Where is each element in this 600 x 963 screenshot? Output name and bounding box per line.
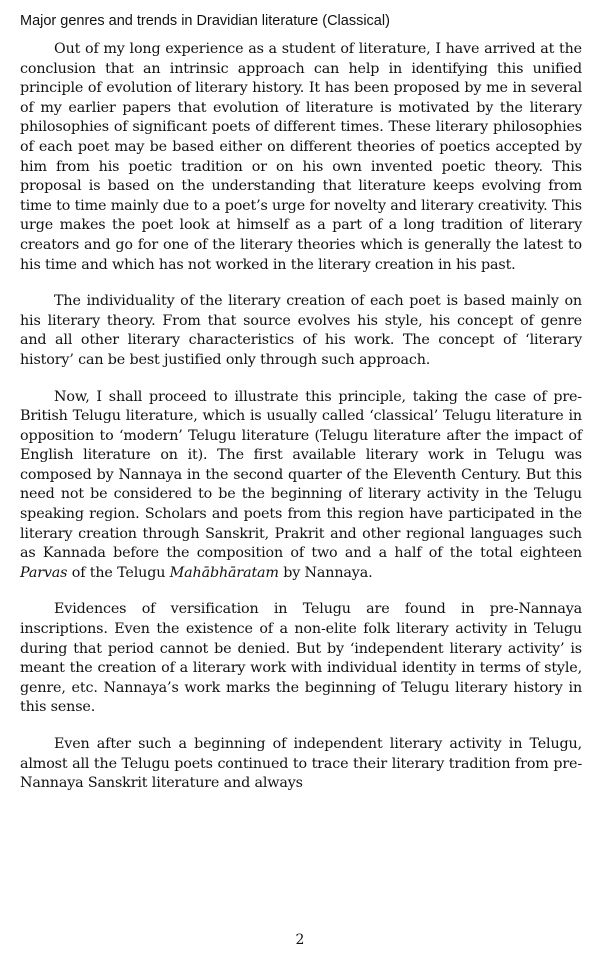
paragraph-text-segment: Now, I shall proceed to illustrate this principle, taking the case of pre-British Telugu literature, which is usually called ‘classical’ Telugu literature in opposition to ‘modern’ Telugu literature (Telugu literature after the impact of English literature on it). The first available literary work in Telugu was composed by Nannaya in the second quarter of the Eleventh Century. But this need not be considered to be the beginning of literary activity in the Telugu speaking region. Scholars and poets from this region have participated in the literary creation through Sanskrit, Prakrit and other regional languages such as Kannada before the composition of two and a half of the total eighteen [20, 388, 582, 562]
paragraph-independent-activity: Even after such a beginning of independent literary activity in Telugu, almost all the Telugu poets continued to trace their literary tradition from pre-Nannaya Sanskrit literature and always [20, 736, 582, 792]
paragraph-telugu-literature [20, 388, 582, 584]
paragraph-individuality: The individuality of the literary creation of each poet is based mainly on his literary theory. From that source evolves his style, his concept of genre and all other literary characteristics of his work. The concept of ‘literary history’ can be best justified only through such approach. [20, 293, 582, 368]
body-text [20, 40, 582, 811]
italic-term-parvas: Parvas [20, 564, 68, 581]
paragraph-text-segment: of the Telugu [67, 564, 170, 581]
paragraph-intrinsic-approach: Out of my long experience as a student of literature, I have arrived at the conclusion that an intrinsic approach can help in identifying this unified principle of evolution of literary history. It has been proposed by me in several of my earlier papers that evolution of literature is motivated by the literary philosophies of significant poets of different times. These literary philosophies of each poet may be based either on different theories of poetics accepted by him from his poetic tradition or on his own invented poetic theory. This proposal is based on the understanding that literature keeps evolving from time to time mainly due to a poet’s urge for novelty and literary creativity. This urge makes the poet look at himself as a part of a long tradition of literary creators and go for one of the literary theories which is generally the latest to his time and which has not worked in the literary creation in his past. [20, 41, 582, 273]
running-header: Major genres and trends in Dravidian literature (Classical) [20, 13, 390, 29]
paragraph-versification: Evidences of versification in Telugu are found in pre-Nannaya inscriptions. Even the existence of a non-elite folk literary activity in Telugu during that period cannot be denied. But by ‘independent literary activity’ is meant the creation of a literary work with individual identity in terms of style, genre, etc. Nannaya’s work marks the beginning of Telugu literary history in this sense. [20, 601, 582, 716]
paragraph-text-segment: by Nannaya. [278, 564, 373, 581]
italic-term-mahabharatam: Mahābhāratam [169, 564, 279, 581]
page-number: 2 [295, 932, 305, 948]
